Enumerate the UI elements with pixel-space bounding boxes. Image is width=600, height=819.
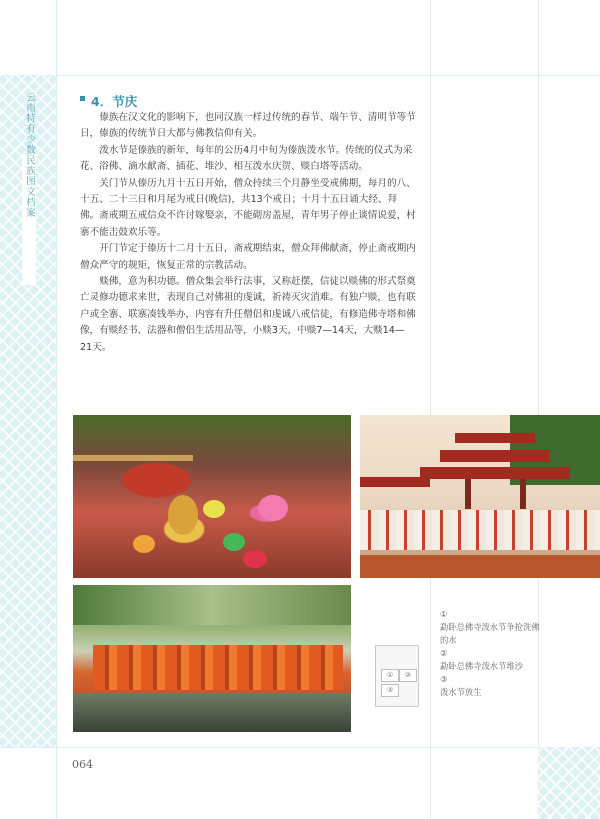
legend-3: ③ [381, 684, 399, 697]
bucket [258, 495, 288, 521]
grid-line [56, 0, 57, 819]
temple-roof [360, 477, 430, 487]
paragraph: 赕佛，意为积功德。僧众集会举行法事，又称赶摆，信徒以赕佛的形式祭奠亡灵修功德求来世，表现自己对佛祖的虔诚，祈祷灭灾消难。有独户赕，也有联户或全寨、联寨凑钱举办，内容有升任僧侣和虔诚八戒信徒，有修造佛寺塔和佛像，有赕经书、法器和僧侣生活用品等，小赕3天，中赕7—14天，大赕14—21天。 [80, 276, 416, 353]
grid-line [0, 75, 600, 76]
grid-line [0, 747, 600, 748]
caption-number: ③ [440, 674, 448, 684]
temple-roof [440, 450, 550, 462]
paragraph: 泼水节是傣族的新年，每年的公历4月中旬为傣族泼水节。传统的仪式为采花、浴佛、滴水献斋、插花、堆沙、相互泼水庆贺、赕白塔等活动。 [80, 144, 413, 173]
bucket [223, 533, 245, 551]
temple-pillar [520, 479, 526, 509]
paragraph: 傣族在汉文化的影响下，也同汉族一样过传统的春节、端午节、清明节等节日，傣族的传统节日大都与佛教信仰有关。 [80, 112, 416, 140]
legend-2: ② [399, 669, 417, 682]
sand-piles [360, 510, 600, 550]
caption-text: 泼水节放生 [440, 687, 482, 697]
book-title: 云南特有少数民族图文档案 [24, 92, 35, 218]
river-water [73, 693, 351, 732]
temple-pillar [465, 479, 471, 509]
caption-number: ② [440, 648, 448, 658]
monks-in-robes [93, 645, 343, 690]
trees [73, 585, 351, 625]
buddha-statue [168, 495, 198, 535]
caption-text: 勐卧总佛寺泼水节堆沙 [440, 661, 523, 671]
photo-index-legend [375, 645, 419, 707]
paragraph: 开门节定于傣历十二月十五日，斋戒期结束，僧众拜佛献斋，停止斋戒期内僧众严守的规矩，恢复正常的宗教活动。 [80, 243, 416, 271]
page-number: 064 [72, 758, 93, 771]
corner-pattern [538, 747, 600, 819]
article-body [80, 110, 416, 356]
caption-number: ① [440, 609, 448, 619]
ground [360, 555, 600, 578]
photo-captions [440, 608, 545, 699]
legend-1: ① [381, 669, 399, 682]
bucket [203, 500, 225, 518]
bucket [243, 550, 267, 568]
temple-roof [420, 467, 570, 479]
heading-bullet [80, 96, 85, 101]
bucket [133, 535, 155, 553]
photo-temple-sand-piling [360, 415, 600, 578]
section-title: 4．节庆 [91, 94, 138, 109]
paragraph: 关门节从傣历九月十五日开始，僧众持续三个月静坐受戒佛期，每月的八、十五、二十三日和月尾为戒日(晚信)，共13个戒日；十月十五日诵大经、拜佛。斋戒期五戒信众不许讨嫁娶亲，不能砌房盖屋，青年男子停止谈情说爱，村寨不能击鼓欢乐等。 [80, 177, 416, 238]
photo-water-festival-crowd [73, 415, 351, 578]
wooden-beam [73, 455, 193, 461]
temple-roof [455, 433, 535, 443]
grid-line [430, 0, 431, 819]
caption-text: 勐卧总佛寺泼水节争抢洗佛的水 [440, 622, 540, 645]
photo-releasing-animals [73, 585, 351, 732]
